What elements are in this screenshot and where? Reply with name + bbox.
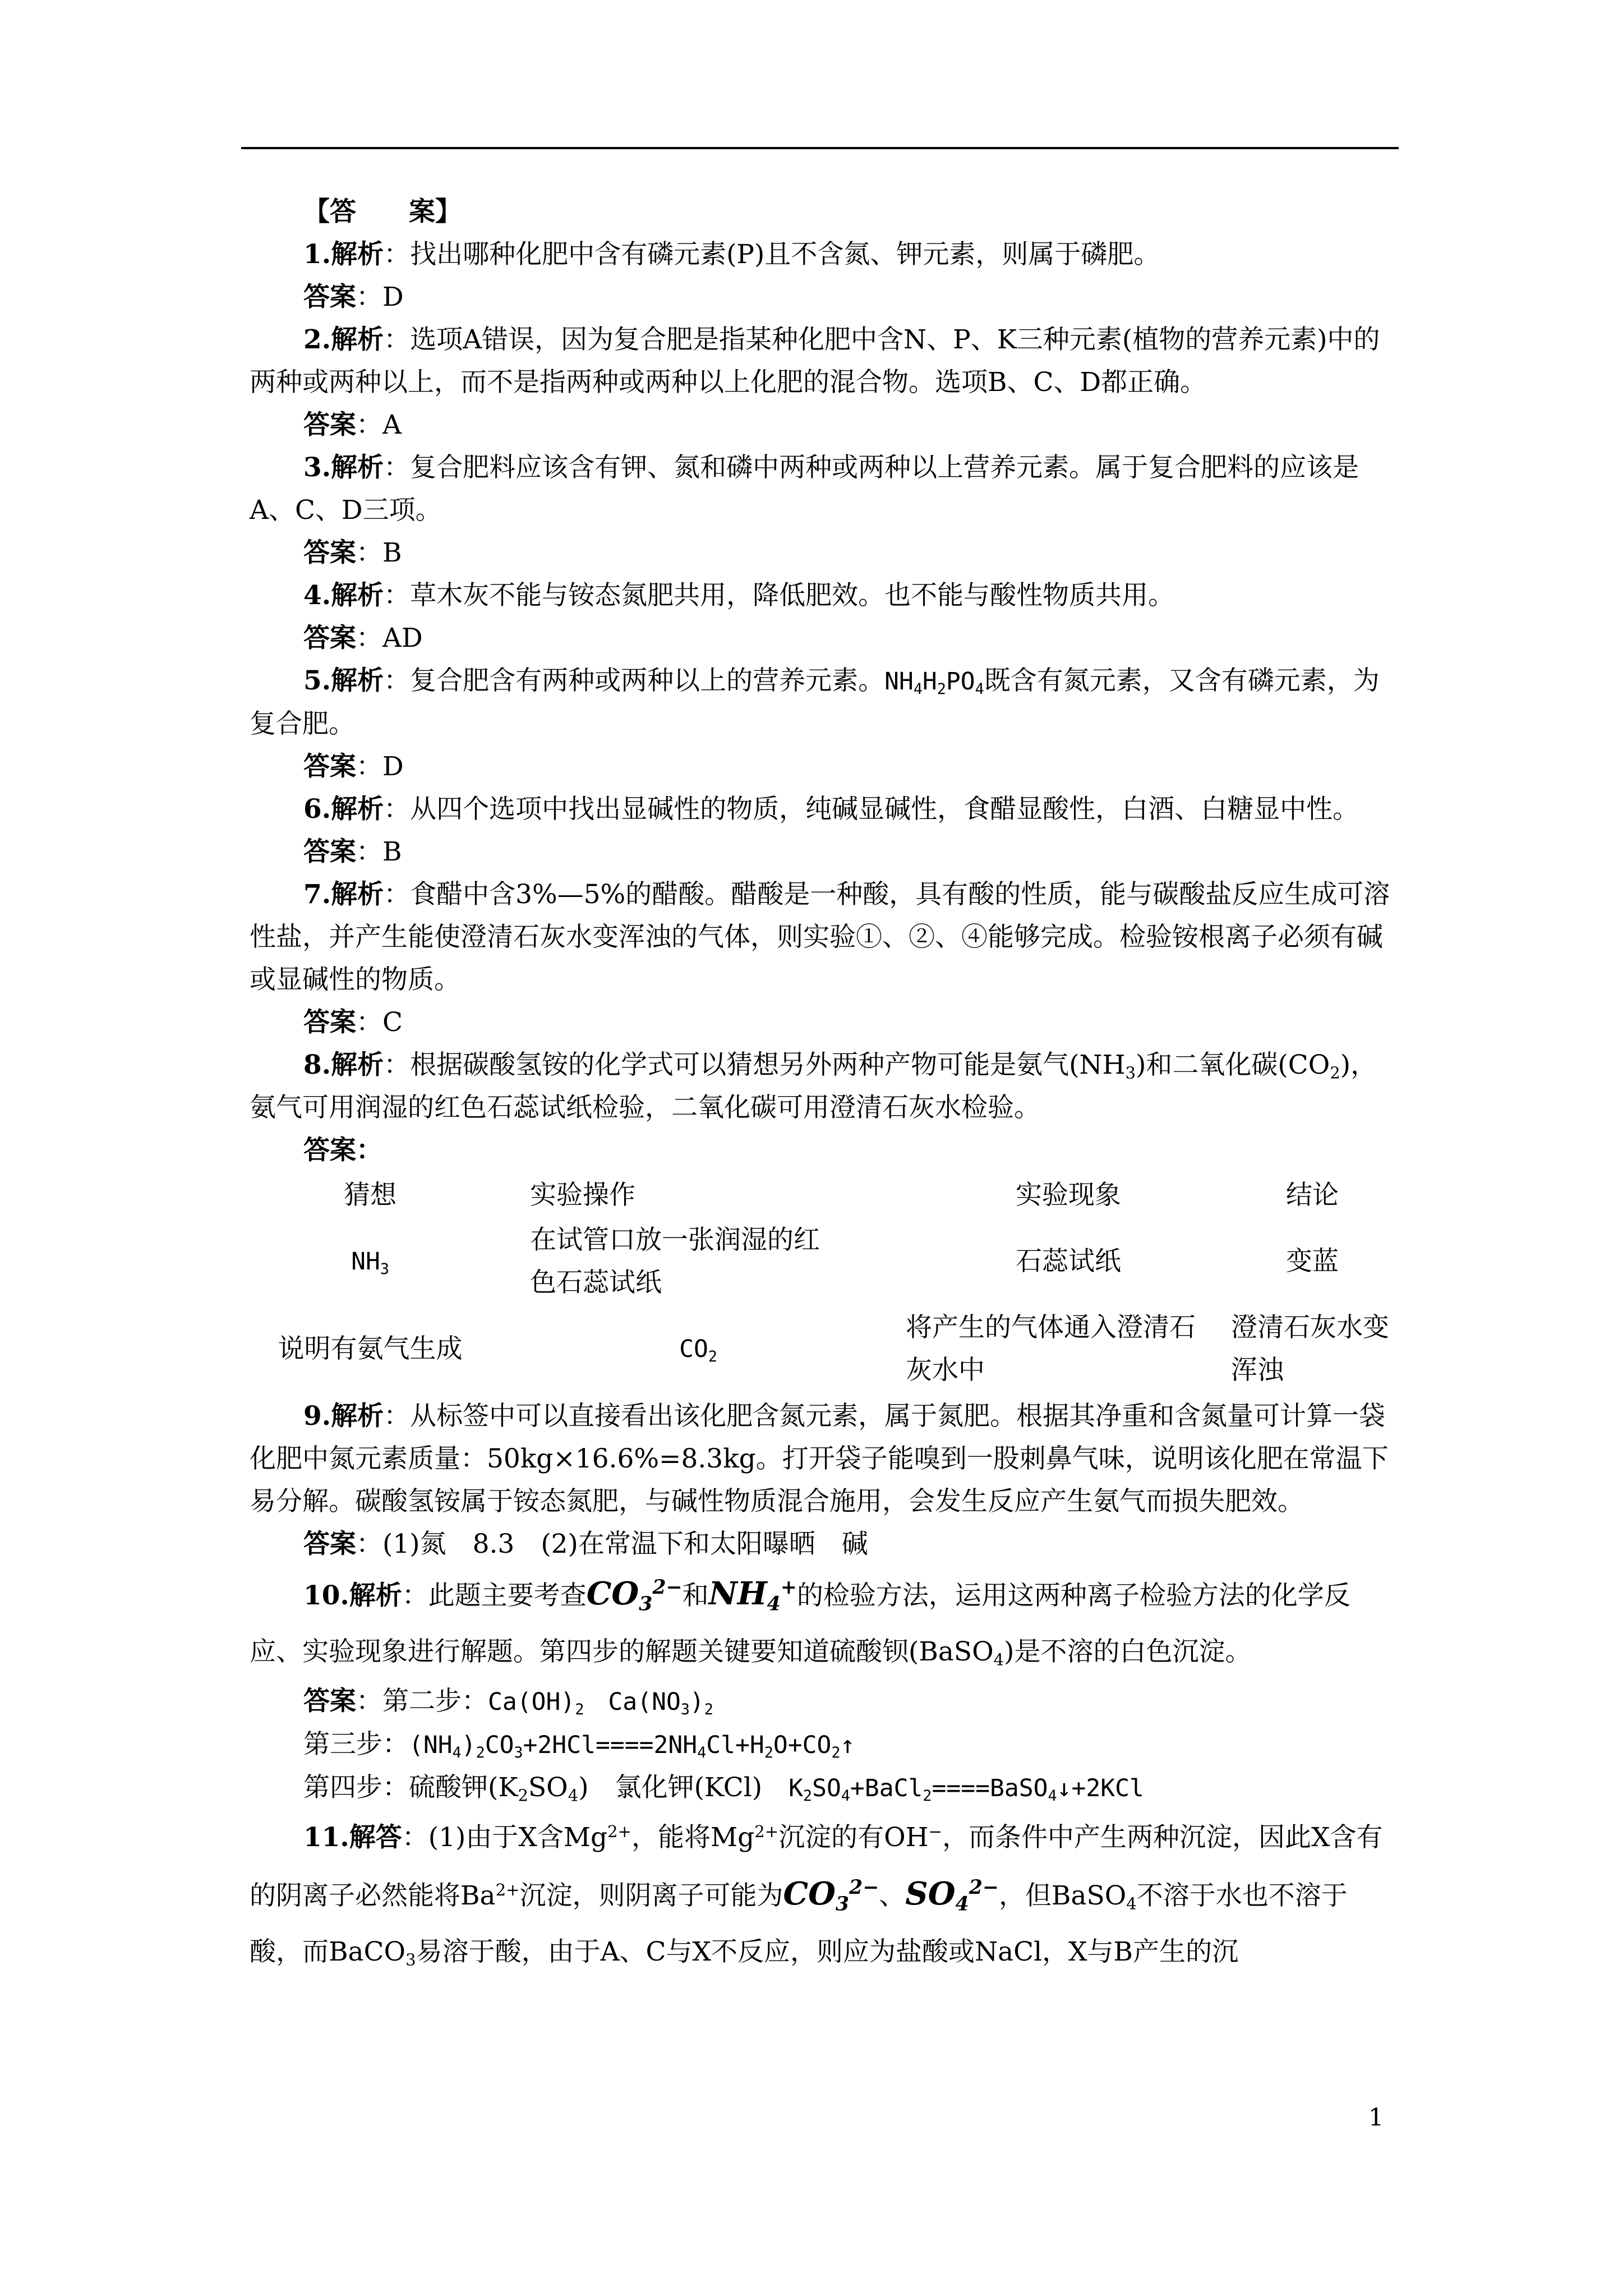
q1-answer: 答案：D — [303, 282, 404, 312]
q10-answer-step4: 第四步：硫酸钾$(K_2SO_4)$ 氯化钾(KCl) $K_2SO_4+BaCl_2====BaSO_4↓+2KCl$ — [303, 1772, 1144, 1805]
answer-content — [250, 191, 1394, 1980]
section-title: 【答 案】 — [303, 196, 462, 227]
table-header-cell: 实验现象 — [1016, 1180, 1121, 1211]
q6-analysis: 6.解析：从四个选项中找出显碱性的物质，纯碱显碱性，食醋显酸性，白酒、白糖显中性。 — [303, 794, 1359, 825]
q1-analysis: 1.解析：找出哪种化肥中含有磷元素(P)且不含氮、钾元素，则属于磷肥。 — [303, 239, 1160, 270]
q8-analysis: 8.解析：根据碳酸氢铵的化学式可以猜想另外两种产物可能是氨气$(NH_3)$和二氧化碳$(CO_2)$，氨气可用润湿的红色石蕊试纸检验，二氧化碳可用澄清石灰水检验。 — [250, 1050, 1377, 1123]
q7-answer: 答案：C — [303, 1007, 403, 1038]
q11-solution: 11.解答：(1)由于X含$Mg^{2+}$，能将$Mg^{2+}$沉淀的有OH−，而条件中产生两种沉淀，因此X含有的阴离子必然能将$Ba^{2+}$沉淀，则阴离子可能为$CO_3^{2-}$、$SO_4^{2-}$，但BaSO$_4$不溶于水也不溶于酸，而BaCO$_3$易溶于酸，由于A、C与X不反应，则应为盐酸或NaCl，X与B产生的沉 — [250, 1821, 1383, 1970]
table-cell: 澄清石灰水变浑浊 — [1231, 1312, 1389, 1386]
table-cell: 说明有氨气生成 — [278, 1333, 463, 1364]
table-header-cell: 猜想 — [344, 1180, 396, 1211]
table-cell: 将产生的气体通入澄清石灰水中 — [906, 1312, 1196, 1386]
page-number: 1 — [1368, 2104, 1384, 2132]
q2-analysis: 2.解析：选项A错误，因为复合肥是指某种化肥中含N、P、K三种元素(植物的营养元素)中的两种或两种以上，而不是指两种或两种以上化肥的混合物。选项B、C、D都正确。 — [250, 324, 1380, 398]
q6-answer: 答案：B — [303, 836, 402, 867]
table-cell: $CO_2$ — [679, 1335, 717, 1365]
q5-answer: 答案：D — [303, 751, 404, 782]
q5-analysis: 5.解析：复合肥含有两种或两种以上的营养元素。$NH_4H_2PO_4$既含有氮元素，又含有磷元素，为复合肥。 — [250, 665, 1380, 739]
table-cell: 石蕊试纸 — [1016, 1246, 1121, 1277]
ion-ammonium: $NH_4^+$ — [708, 1575, 797, 1616]
ion-carbonate: $CO_3^{2-}$ — [783, 1875, 879, 1916]
formula-nh4h2po4: $NH_4H_2PO_4$ — [884, 668, 984, 698]
q8-answer-label: 答案： — [303, 1135, 382, 1166]
q10-answer-step3: 第三步：$(NH_4)_2CO_3+2HCl====2NH_4Cl+H_2O+CO_2↑$ — [303, 1729, 855, 1761]
q8-answer-table — [250, 1173, 1394, 1393]
q9-analysis: 9.解析：从标签中可以直接看出该化肥含氮元素，属于氮肥。根据其净重和含氮量可计算一袋化肥中氮元素质量：50kg×16.6%=8.3kg。打开袋子能嗅到一股刺鼻气味，说明该化肥在常温下易分解。碳酸氢铵属于铵态氮肥，与碱性物质混合施用，会发生反应产生氨气而损失肥效。 — [250, 1401, 1389, 1517]
header-rule — [241, 147, 1399, 149]
q4-answer: 答案：AD — [303, 623, 423, 654]
ion-carbonate: $CO_3^{2-}$ — [586, 1575, 683, 1616]
table-cell: 在试管口放一张润湿的红色石蕊试纸 — [530, 1225, 820, 1298]
q10-analysis: 10.解析：此题主要考查$CO_3^{2-}$和$NH_4^+$的检验方法，运用这两种离子检验方法的化学反应、实验现象进行解题。第四步的解题关键要知道硫酸钡(BaSO$_4$)是不溶的白色沉淀。 — [250, 1575, 1350, 1669]
q3-answer: 答案：B — [303, 537, 402, 568]
ion-sulfate: $SO_4^{2-}$ — [905, 1875, 999, 1916]
table-cell: $NH_3$ — [351, 1248, 389, 1278]
table-cell: 变蓝 — [1286, 1246, 1339, 1277]
q9-answer: 答案：(1)氮 8.3 (2)在常温下和太阳曝晒 碱 — [303, 1529, 868, 1559]
table-header-cell: 实验操作 — [530, 1180, 635, 1211]
q2-answer: 答案：A — [303, 409, 402, 440]
q10-answer-step2: 答案：第二步：$Ca(OH)_2$ $Ca(NO_3)_2$ — [303, 1686, 713, 1718]
q7-analysis: 7.解析：食醋中含3%—5%的醋酸。醋酸是一种酸，具有酸的性质，能与碳酸盐反应生成可溶性盐，并产生能使澄清石灰水变浑浊的气体，则实验①、②、④能够完成。检验铵根离子必须有碱或显碱性的物质。 — [250, 879, 1390, 995]
table-header-cell: 结论 — [1286, 1180, 1339, 1211]
q4-analysis: 4.解析：草木灰不能与铵态氮肥共用，降低肥效。也不能与酸性物质共用。 — [303, 580, 1175, 611]
q3-analysis: 3.解析：复合肥料应该含有钾、氮和磷中两种或两种以上营养元素。属于复合肥料的应该是A、C、D三项。 — [250, 452, 1359, 526]
